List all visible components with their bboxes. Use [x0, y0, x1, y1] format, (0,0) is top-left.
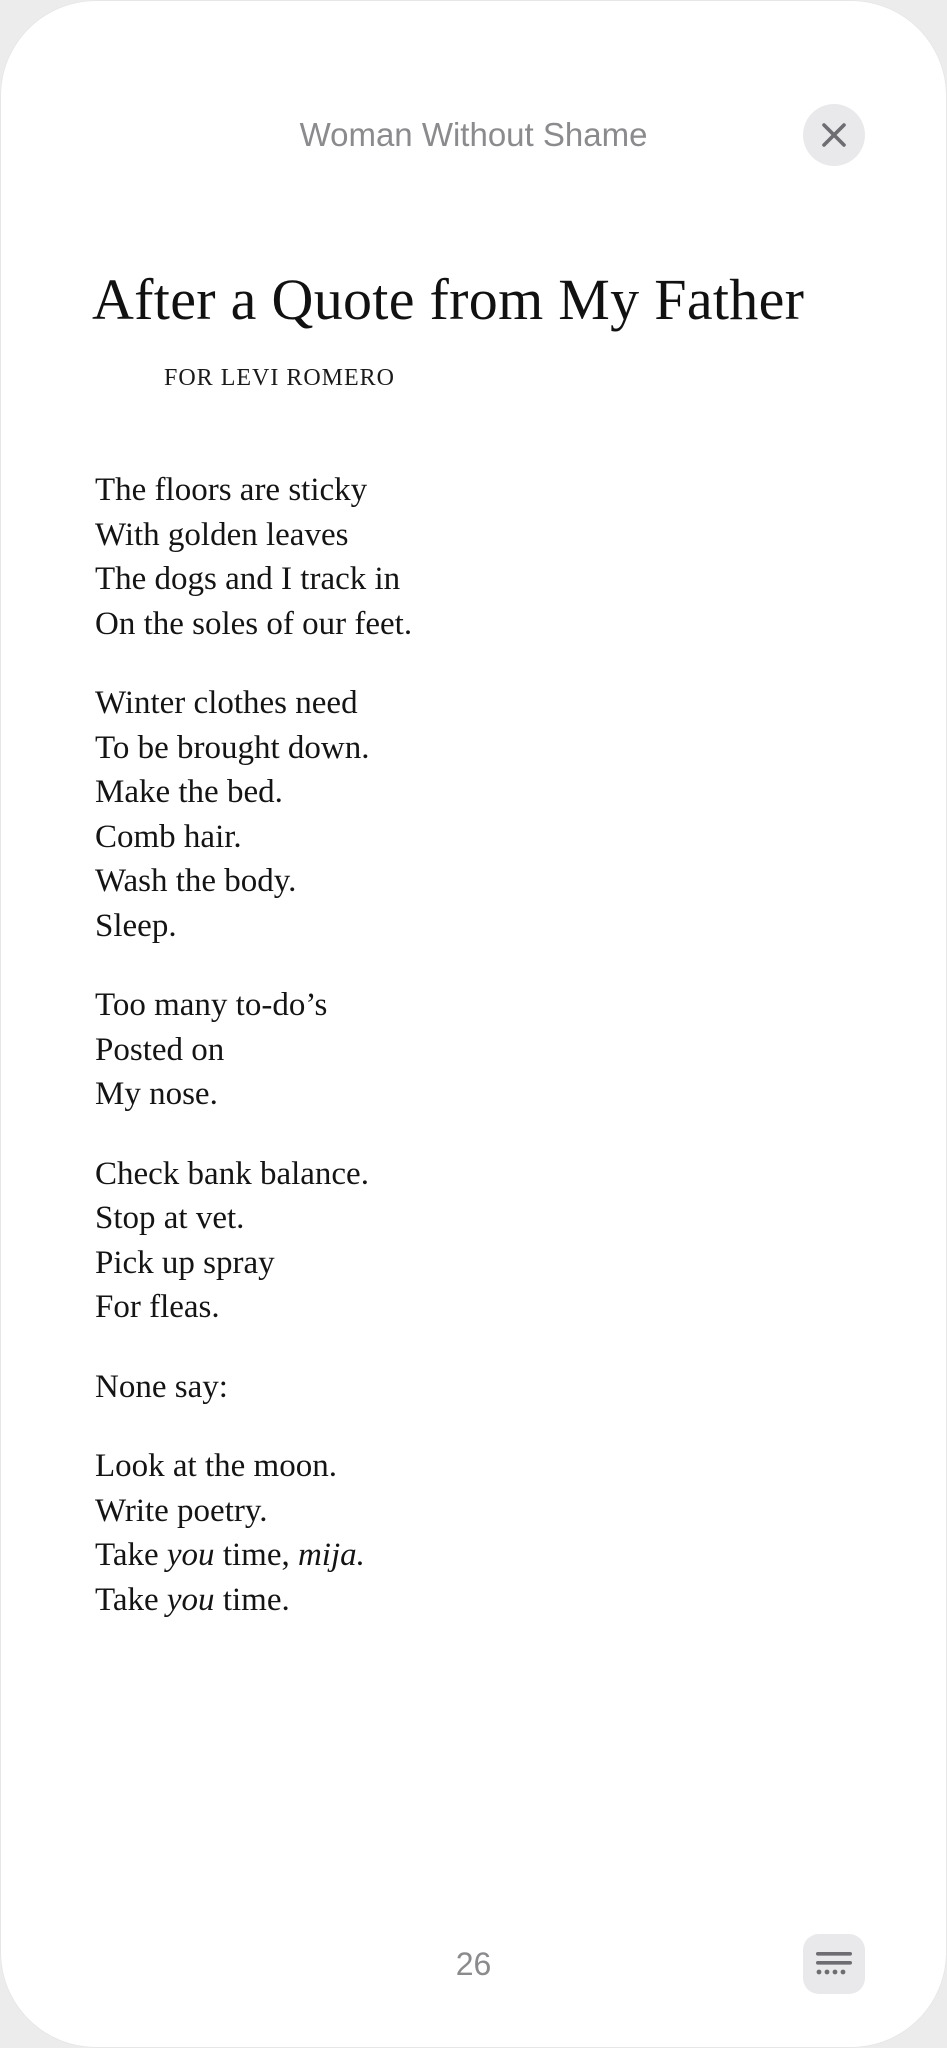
italic-word: mija.	[297, 1537, 365, 1573]
poem-line: Check bank balance.	[95, 1155, 369, 1192]
poem-line: Too many to-do’s	[95, 987, 328, 1023]
poem-stanza	[95, 983, 855, 1117]
poem-line: Write poetry.	[95, 1492, 268, 1529]
poem-line: Stop at vet.	[95, 1200, 245, 1236]
poem-line: Posted on	[95, 1031, 225, 1068]
poem-line: Look at the moon.	[95, 1448, 337, 1484]
line-segment: Take	[95, 1537, 167, 1573]
close-icon	[819, 120, 849, 150]
poem-title: After a Quote from My Father	[92, 267, 805, 332]
poem-line: Comb hair.	[95, 818, 242, 855]
line-segment: time,	[214, 1537, 298, 1573]
poem-dedication: FOR LEVI ROMERO	[164, 365, 396, 391]
contents-menu-icon	[815, 1949, 853, 1979]
poem-line: With golden leaves	[95, 516, 349, 553]
poem-line: To be brought down.	[95, 729, 370, 766]
poem-line	[95, 1533, 855, 1578]
book-title: Woman Without Shame	[299, 116, 648, 153]
line-segment: Take	[95, 1581, 167, 1618]
poem-line: Sleep.	[95, 907, 177, 944]
poem-line: Winter clothes need	[95, 685, 358, 721]
poem-line: My nose.	[95, 1076, 218, 1112]
poem-line: Make the bed.	[95, 774, 283, 810]
contents-menu-button[interactable]	[803, 1934, 865, 1994]
poem-stanza	[95, 681, 855, 948]
poem-stanza	[95, 1152, 855, 1330]
poem-line: Pick up spray	[95, 1244, 275, 1281]
poem-line: On the soles of our feet.	[95, 605, 413, 642]
poem-line: The floors are sticky	[95, 472, 368, 508]
italic-word: you	[166, 1581, 215, 1618]
italic-word: you	[166, 1537, 215, 1573]
poem-line	[95, 1578, 855, 1623]
poem-stanza	[95, 1365, 855, 1410]
poem-line: Wash the body.	[95, 863, 297, 899]
page-number: 26	[455, 1946, 492, 1982]
poem-line: For fleas.	[95, 1289, 220, 1325]
poem-body	[95, 468, 855, 1657]
poem-stanza	[95, 468, 855, 646]
close-button[interactable]	[803, 104, 865, 166]
line-segment: time.	[214, 1581, 290, 1618]
poem-stanza	[95, 1444, 855, 1622]
poem-line: None say:	[95, 1368, 228, 1405]
poem-line: The dogs and I track in	[95, 561, 401, 597]
